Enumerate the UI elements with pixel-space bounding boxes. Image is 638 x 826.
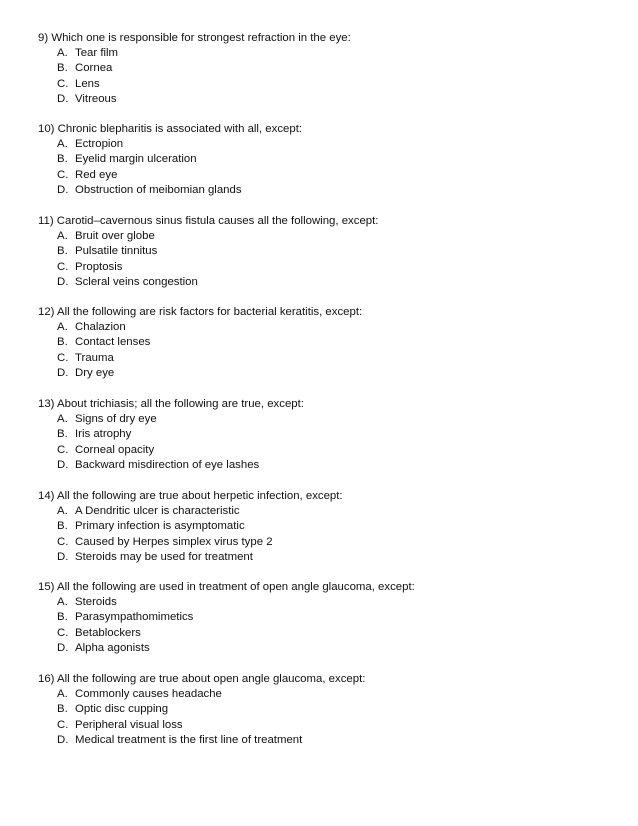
option-a	[38, 412, 618, 427]
option-text: Bruit over globe	[75, 230, 155, 243]
option-text: Trauma	[75, 351, 114, 364]
question-text	[38, 31, 618, 46]
option-text: Ectropion	[75, 138, 124, 151]
option-text: Caused by Herpes simplex virus type 2	[75, 535, 273, 548]
option-text: Signs of dry eye	[75, 413, 157, 426]
option-letter: A.	[57, 413, 68, 426]
option-a	[38, 687, 618, 702]
option-a	[38, 504, 618, 519]
question-number: 9)	[38, 32, 49, 44]
option-list	[38, 320, 618, 381]
option-d	[38, 641, 618, 656]
option-letter: C.	[57, 351, 69, 364]
option-letter: A.	[57, 596, 68, 609]
option-letter: C.	[57, 718, 69, 731]
option-d	[38, 92, 618, 107]
question-stem: Carotid–cavernous sinus fistula causes all the following, except:	[56, 215, 379, 227]
question-14	[38, 489, 618, 565]
option-text: Peripheral visual loss	[75, 718, 183, 731]
option-letter: A.	[57, 138, 68, 151]
option-text: Scleral veins congestion	[75, 275, 198, 288]
option-letter: A.	[57, 230, 68, 243]
question-11	[38, 214, 618, 290]
question-number: 12)	[38, 306, 55, 318]
question-13	[38, 397, 618, 473]
option-text: Corneal opacity	[75, 443, 155, 456]
option-letter: A.	[57, 321, 68, 334]
question-stem: All the following are risk factors for bacterial keratitis, except:	[57, 306, 363, 318]
option-text: Steroids	[75, 596, 117, 609]
question-16	[38, 672, 618, 748]
option-text: Vitreous	[75, 92, 117, 105]
option-list	[38, 46, 618, 107]
option-text: Obstruction of meibomian glands	[75, 183, 242, 196]
option-c	[38, 443, 618, 458]
option-a	[38, 595, 618, 610]
option-b	[38, 244, 618, 259]
option-text: Parasympathomimetics	[75, 611, 194, 624]
question-12	[38, 305, 618, 381]
option-b	[38, 702, 618, 717]
option-text: Optic disc cupping	[75, 703, 169, 716]
question-text	[38, 305, 618, 320]
option-c	[38, 168, 618, 183]
option-a	[38, 229, 618, 244]
question-15	[38, 580, 618, 656]
option-a	[38, 137, 618, 152]
option-list	[38, 137, 618, 198]
option-text: Proptosis	[75, 260, 123, 273]
option-list	[38, 229, 618, 290]
option-a	[38, 320, 618, 335]
option-letter: D.	[57, 183, 69, 196]
question-number: 11)	[38, 215, 54, 227]
option-text: Chalazion	[75, 321, 126, 334]
option-text: Betablockers	[75, 626, 141, 639]
option-text: Eyelid margin ulceration	[75, 153, 197, 166]
question-number: 14)	[38, 490, 55, 502]
question-text	[38, 122, 618, 137]
option-text: Contact lenses	[75, 336, 151, 349]
option-c	[38, 351, 618, 366]
option-d	[38, 458, 618, 473]
question-text	[38, 397, 618, 412]
question-text	[38, 580, 618, 595]
question-number: 10)	[38, 123, 55, 135]
option-text: Dry eye	[75, 366, 115, 379]
option-letter: A.	[57, 505, 68, 518]
option-list	[38, 504, 618, 565]
option-letter: C.	[57, 168, 69, 181]
option-text: Tear film	[75, 47, 119, 60]
option-c	[38, 535, 618, 550]
option-letter: B.	[57, 62, 68, 75]
question-stem: All the following are used in treatment of open angle glaucoma, except:	[57, 581, 415, 593]
option-letter: D.	[57, 458, 69, 471]
option-letter: C.	[57, 77, 69, 90]
question-stem: All the following are true about open angle glaucoma, except:	[57, 673, 366, 685]
option-letter: B.	[57, 153, 68, 166]
option-letter: B.	[57, 336, 68, 349]
option-letter: A.	[57, 688, 68, 701]
option-letter: C.	[57, 626, 69, 639]
option-text: Primary infection is asymptomatic	[75, 520, 245, 533]
question-number: 15)	[38, 581, 55, 593]
option-text: Medical treatment is the first line of treatment	[75, 733, 303, 746]
option-letter: B.	[57, 245, 68, 258]
option-letter: B.	[57, 520, 68, 533]
question-9	[38, 31, 618, 107]
option-text: Backward misdirection of eye lashes	[75, 458, 260, 471]
option-letter: B.	[57, 611, 68, 624]
option-text: Red eye	[75, 168, 118, 181]
question-stem: Which one is responsible for strongest refraction in the eye:	[51, 32, 351, 44]
option-b	[38, 152, 618, 167]
option-letter: D.	[57, 641, 69, 654]
question-text	[38, 214, 618, 229]
option-d	[38, 183, 618, 198]
question-stem: Chronic blepharitis is associated with all, except:	[57, 123, 303, 135]
question-number: 16)	[38, 673, 55, 685]
option-letter: D.	[57, 733, 69, 746]
question-stem: All the following are true about herpetic infection, except:	[57, 490, 343, 502]
option-letter: C.	[57, 535, 69, 548]
option-letter: D.	[57, 550, 69, 563]
option-letter: D.	[57, 366, 69, 379]
option-b	[38, 427, 618, 442]
option-c	[38, 718, 618, 733]
option-text: Lens	[75, 77, 100, 90]
option-d	[38, 733, 618, 748]
option-b	[38, 335, 618, 350]
option-c	[38, 626, 618, 641]
option-text: Cornea	[75, 62, 113, 75]
option-letter: B.	[57, 428, 68, 441]
option-letter: D.	[57, 275, 69, 288]
option-text: Alpha agonists	[75, 641, 150, 654]
option-list	[38, 595, 618, 656]
option-letter: D.	[57, 92, 69, 105]
option-d	[38, 366, 618, 381]
option-c	[38, 77, 618, 92]
option-d	[38, 550, 618, 565]
option-text: Pulsatile tinnitus	[75, 245, 158, 258]
option-letter: C.	[57, 260, 69, 273]
question-10	[38, 122, 618, 198]
option-a	[38, 46, 618, 61]
question-text	[38, 489, 618, 504]
question-number: 13)	[38, 398, 55, 410]
option-text: Commonly causes headache	[75, 688, 222, 701]
question-text	[38, 672, 618, 687]
option-letter: C.	[57, 443, 69, 456]
option-list	[38, 412, 618, 473]
question-stem: About trichiasis; all the following are true, except:	[57, 398, 304, 410]
option-text: A Dendritic ulcer is characteristic	[75, 505, 240, 518]
option-text: Iris atrophy	[75, 428, 132, 441]
option-text: Steroids may be used for treatment	[75, 550, 253, 563]
option-d	[38, 275, 618, 290]
option-b	[38, 610, 618, 625]
option-b	[38, 61, 618, 76]
option-b	[38, 519, 618, 534]
option-c	[38, 260, 618, 275]
option-letter: B.	[57, 703, 68, 716]
option-list	[38, 687, 618, 748]
option-letter: A.	[57, 47, 68, 60]
